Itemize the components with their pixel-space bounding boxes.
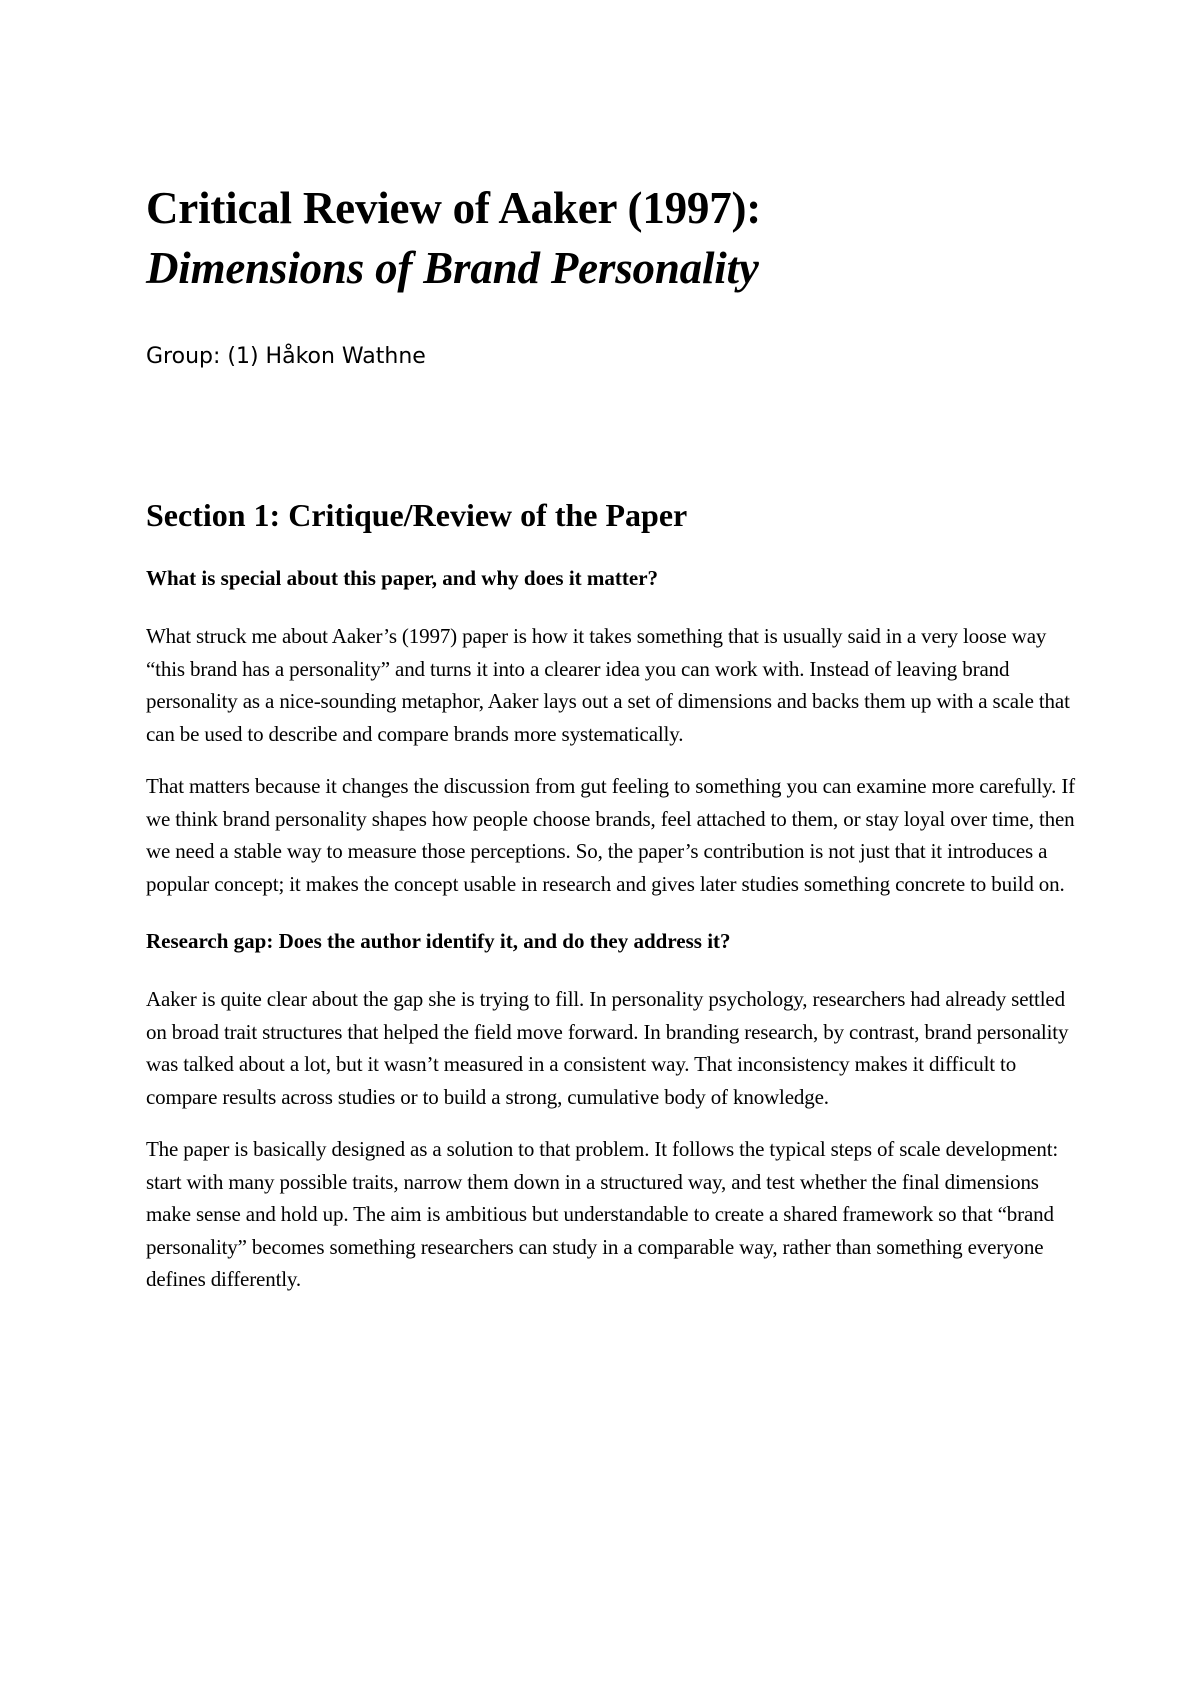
group-author-line: Group: (1) Håkon Wathne (146, 344, 426, 369)
q2-paragraph-1: Aaker is quite clear about the gap she is trying to fill. In personality psychology, researchers had already settled on broad trait structures that helped the field move forward. In branding research, by contrast, brand personality was talked about a lot, but it wasn’t measured in a consistent way. That inconsistency makes it difficult to compare results across studies or to build a strong, cumulative body of knowledge. (146, 987, 1069, 1109)
title-line-1: Critical Review of Aaker (1997): (146, 183, 762, 233)
question-2-heading: Research gap: Does the author identify it, and do they address it? (146, 929, 731, 953)
q2-paragraph-2: The paper is basically designed as a solution to that problem. It follows the typical steps of scale development: start with many possible traits, narrow them down in a structured way, and test whether the final dimensions make sense and hold up. The aim is ambitious but understandable to create a shared framework so that “brand personality” becomes something researchers can study in a comparable way, rather than something everyone defines differently. (146, 1137, 1059, 1291)
section-1-heading: Section 1: Critique/Review of the Paper (146, 497, 688, 533)
title-line-2: Dimensions of Brand Personality (146, 243, 759, 293)
document-title (146, 178, 1076, 298)
question-1-heading: What is special about this paper, and why does it matter? (146, 566, 659, 590)
q1-paragraph-2: That matters because it changes the discussion from gut feeling to something you can examine more carefully. If we think brand personality shapes how people choose brands, feel attached to them, or stay loyal over time, then we need a stable way to measure those perceptions. So, the paper’s contribution is not just that it introduces a popular concept; it makes the concept usable in research and gives later studies something concrete to build on. (146, 774, 1076, 896)
document-body (146, 178, 1076, 1296)
q1-paragraph-1: What struck me about Aaker’s (1997) paper is how it takes something that is usually said in a very loose way “this brand has a personality” and turns it into a clearer idea you can work with. Instead of leaving brand personality as a nice-sounding metaphor, Aaker lays out a set of dimensions and backs them up with a scale that can be used to describe and compare brands more systematically. (146, 624, 1070, 746)
